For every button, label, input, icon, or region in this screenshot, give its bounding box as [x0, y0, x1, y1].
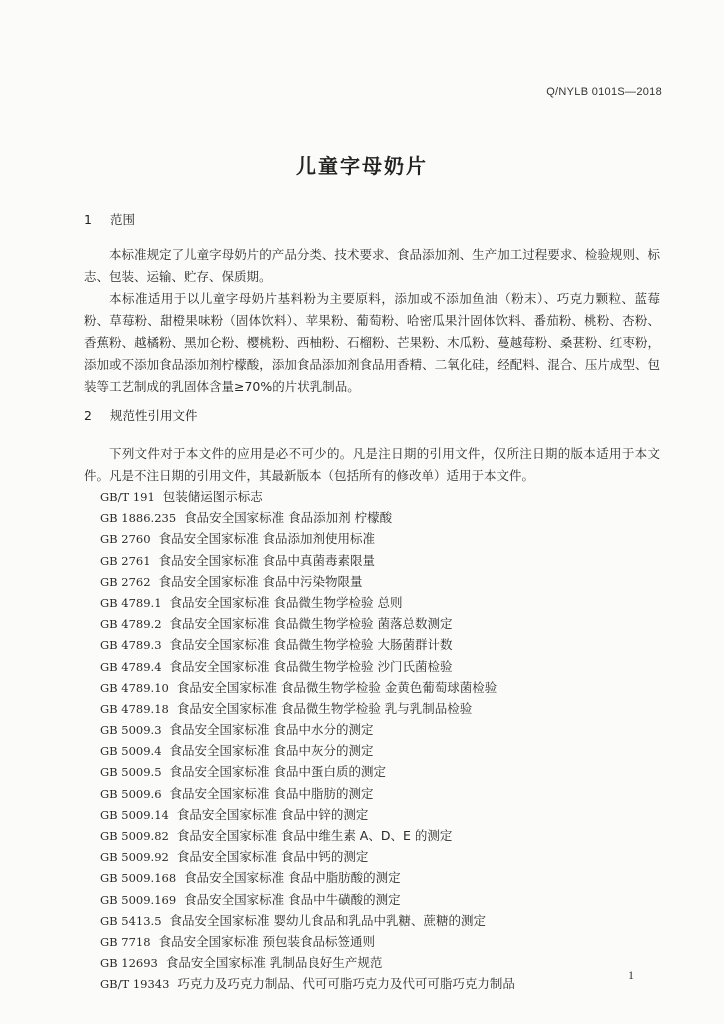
reference-title: 食品安全国家标准 食品微生物学检验 大肠菌群计数	[169, 637, 453, 653]
reference-item	[100, 592, 670, 613]
reference-title: 食品安全国家标准 食品中水分的测定	[169, 722, 374, 738]
reference-code: GB 4789.18	[100, 701, 169, 716]
reference-item	[100, 783, 670, 804]
reference-title: 食品安全国家标准 食品中维生素 A、D、E 的测定	[176, 828, 453, 843]
reference-code: GB 4789.4	[100, 659, 162, 674]
reference-item	[100, 719, 670, 740]
reference-item	[100, 740, 670, 761]
reference-item	[100, 656, 670, 677]
reference-item	[100, 571, 670, 592]
reference-code: GB 4789.1	[100, 595, 162, 610]
reference-title: 食品安全国家标准 食品中锌的测定	[176, 806, 369, 822]
section-1-heading	[84, 210, 135, 228]
reference-item	[100, 698, 670, 719]
reference-code: GB 2761	[100, 553, 151, 568]
reference-code: GB 4789.10	[100, 680, 169, 695]
reference-title: 食品安全国家标准 预包装食品标签通则	[158, 933, 376, 949]
reference-item	[100, 952, 670, 973]
section-1-body	[84, 244, 660, 398]
reference-title: 包装储运图示标志	[162, 489, 263, 504]
reference-item	[100, 825, 670, 846]
reference-title: 食品安全国家标准 食品添加剂 柠檬酸	[184, 510, 393, 526]
reference-title: 食品安全国家标准 食品中蛋白质的测定	[169, 764, 387, 780]
reference-title: 食品安全国家标准 乳制品良好生产规范	[165, 955, 383, 971]
reference-code: GB 2760	[100, 532, 151, 547]
reference-item	[100, 867, 670, 888]
section-2-heading	[84, 406, 198, 424]
reference-code: GB 5009.14	[100, 807, 169, 822]
reference-title: 食品安全国家标准 食品微生物学检验 总则	[169, 594, 403, 610]
reference-title: 食品安全国家标准 食品中灰分的测定	[169, 743, 374, 759]
reference-code: GB 5413.5	[100, 913, 162, 928]
reference-item	[100, 528, 670, 549]
reference-code: GB 5009.168	[100, 871, 177, 886]
reference-code: GB 5009.3	[100, 723, 162, 738]
section-2-intro	[84, 443, 660, 487]
reference-code: GB 1886.235	[100, 511, 177, 526]
document-title: 儿童字母奶片	[296, 154, 428, 178]
reference-item	[100, 931, 670, 952]
reference-item	[100, 804, 670, 825]
reference-title: 食品安全国家标准 食品中脂肪酸的测定	[184, 870, 401, 886]
reference-title: 食品安全国家标准 食品微生物学检验 金黄色葡萄球菌检验	[176, 679, 498, 695]
references-intro-paragraph: 下列文件对于本文件的应用是必不可少的。凡是注日期的引用文件，仅所注日期的版本适用于本文件。凡是不注日期的引用文件，其最新版本（包括所有的修改单）适用于本文件。	[84, 446, 660, 483]
reference-title: 食品安全国家标准 食品中钙的测定	[176, 849, 369, 865]
reference-item	[100, 889, 670, 910]
scope-paragraph-1: 本标准规定了儿童字母奶片的产品分类、技术要求、食品添加剂、生产加工过程要求、检验规则、标志、包装、运输、贮存、保质期。	[84, 247, 660, 284]
standard-code: Q/NYLB 0101S—2018	[546, 86, 662, 98]
reference-code: GB 5009.169	[100, 892, 177, 907]
reference-title: 食品安全国家标准 食品中污染物限量	[158, 573, 363, 589]
section-2-title: 规范性引用文件	[109, 408, 198, 423]
reference-code: GB 4789.3	[100, 638, 162, 653]
reference-item	[100, 507, 670, 528]
reference-title: 食品安全国家标准 食品中牛磺酸的测定	[184, 891, 401, 907]
reference-code: GB 5009.5	[100, 765, 162, 780]
reference-code: GB/T 191	[100, 490, 155, 504]
reference-item	[100, 634, 670, 655]
reference-list	[100, 486, 670, 995]
reference-title: 食品安全国家标准 食品微生物学检验 菌落总数测定	[169, 616, 453, 632]
reference-item	[100, 846, 670, 867]
reference-title: 食品安全国家标准 婴幼儿食品和乳品中乳糖、蔗糖的测定	[169, 912, 487, 928]
reference-code: GB/T 19343	[100, 977, 170, 992]
page-number: 1	[628, 968, 634, 982]
reference-item	[100, 486, 670, 507]
reference-title: 巧克力及巧克力制品、代可可脂巧克力及代可可脂巧克力制品	[177, 976, 515, 992]
reference-item	[100, 550, 670, 571]
section-1-title: 范围	[109, 212, 135, 227]
section-2-number: 2	[84, 408, 92, 423]
reference-code: GB 2762	[100, 574, 151, 589]
scope-paragraph-2: 本标准适用于以儿童字母奶片基料粉为主要原料，添加或不添加鱼油（粉末）、巧克力颗粒、蓝莓粉、草莓粉、甜橙果味粉（固体饮料）、苹果粉、葡萄粉、哈密瓜果汁固体饮料、番茄粉、桃粉、杏粉、香蕉粉、越橘粉、黑加仑粉、樱桃粉、西柚粉、石榴粉、芒果粉、木瓜粉、蔓越莓粉、桑葚粉、红枣粉，添加或不添加食品添加剂柠檬酸，添加食品添加剂食品用香精、二氧化硅，经配料、混合、压片成型、包装等工艺制成的乳固体含量≥70%的片状乳制品。	[84, 291, 660, 394]
reference-code: GB 12693	[100, 956, 158, 971]
reference-code: GB 5009.6	[100, 786, 162, 801]
reference-code: GB 5009.4	[100, 744, 162, 759]
reference-title: 食品安全国家标准 食品添加剂使用标准	[158, 531, 376, 547]
reference-code: GB 5009.92	[100, 850, 169, 865]
reference-title: 食品安全国家标准 食品中真菌毒素限量	[158, 552, 376, 568]
reference-item	[100, 677, 670, 698]
reference-title: 食品安全国家标准 食品微生物学检验 沙门氏菌检验	[169, 658, 453, 674]
section-1-number: 1	[84, 212, 92, 227]
reference-title: 食品安全国家标准 食品中脂肪的测定	[169, 785, 374, 801]
reference-code: GB 4789.2	[100, 617, 162, 632]
reference-item	[100, 910, 670, 931]
reference-item	[100, 973, 670, 994]
reference-code: GB 5009.82	[100, 829, 169, 843]
reference-code: GB 7718	[100, 934, 151, 949]
reference-title: 食品安全国家标准 食品微生物学检验 乳与乳制品检验	[176, 700, 473, 716]
reference-item	[100, 761, 670, 782]
reference-item	[100, 613, 670, 634]
